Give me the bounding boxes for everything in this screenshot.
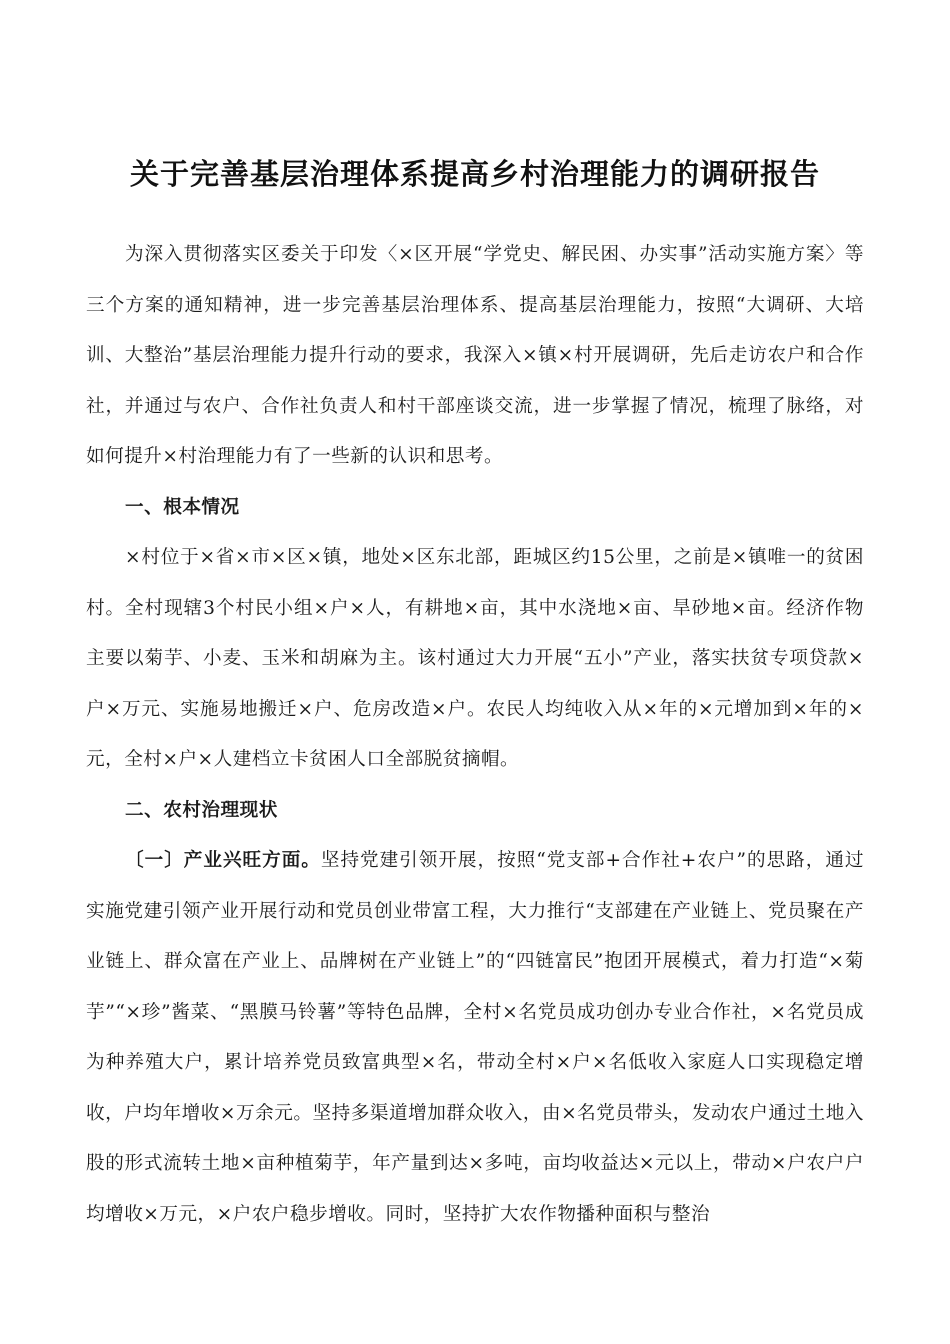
basic-situation-paragraph: ×村位于×省×市×区×镇，地处×区东北部，距城区约15公里，之前是×镇唯一的贫困村。全村现辖3个村民小组×户×人，有耕地×亩，其中水浇地×亩、旱砂地×亩。经济作物主要以菊芋、小麦、玉米和胡麻为主。该村通过大力开展“五小”产业，落实扶贫专项贷款×户×万元、实施易地搬迁×户、危房改造×户。农民人均纯收入从×年的×元增加到×年的×元，全村×户×人建档立卡贫困人口全部脱贫摘帽。	[86, 547, 864, 770]
industry-paragraph	[86, 836, 864, 1240]
industry-lead: 〔一〕产业兴旺方面。	[125, 850, 321, 871]
document-title: 关于完善基层治理体系提高乡村治理能力的调研报告	[129, 157, 820, 191]
intro-paragraph: 为深入贯彻落实区委关于印发〈×区开展“学党史、解民困、办实事”活动实施方案〉等三个方案的通知精神，进一步完善基层治理体系、提高基层治理能力，按照“大调研、大培训、大整治”基层治理能力提升行动的要求，我深入×镇×村开展调研，先后走访农户和合作社，并通过与农户、合作社负责人和村干部座谈交流，进一步掌握了情况，梳理了脉络，对如何提升×村治理能力有了一些新的认识和思考。	[86, 244, 864, 467]
industry-text: 坚持党建引领开展，按照“党支部+合作社+农户”的思路，通过实施党建引领产业开展行动和党员创业带富工程，大力推行“支部建在产业链上、党员聚在产业链上、群众富在产业上、品牌树在产业链上”的“四链富民”抱团开展模式，着力打造“×菊芋”“×珍”酱菜、“黑膜马铃薯”等特色品牌，全村×名党员成功创办专业合作社，×名党员成为种养殖大户，累计培养党员致富典型×名，带动全村×户×名低收入家庭人口实现稳定增收，户均年增收×万余元。坚持多渠道增加群众收入，由×名党员带头，发动农户通过土地入股的形式流转土地×亩种植菊芋，年产量到达×多吨，亩均收益达×元以上，带动×户农户户均增收×万元，×户农户稳步增收。同时，坚持扩大农作物播种面积与整治	[86, 850, 864, 1225]
section-heading-governance-status: 二、农村治理现状	[125, 799, 278, 821]
document-body	[86, 230, 864, 1240]
section-heading-basic-situation: 一、根本情况	[125, 496, 240, 518]
